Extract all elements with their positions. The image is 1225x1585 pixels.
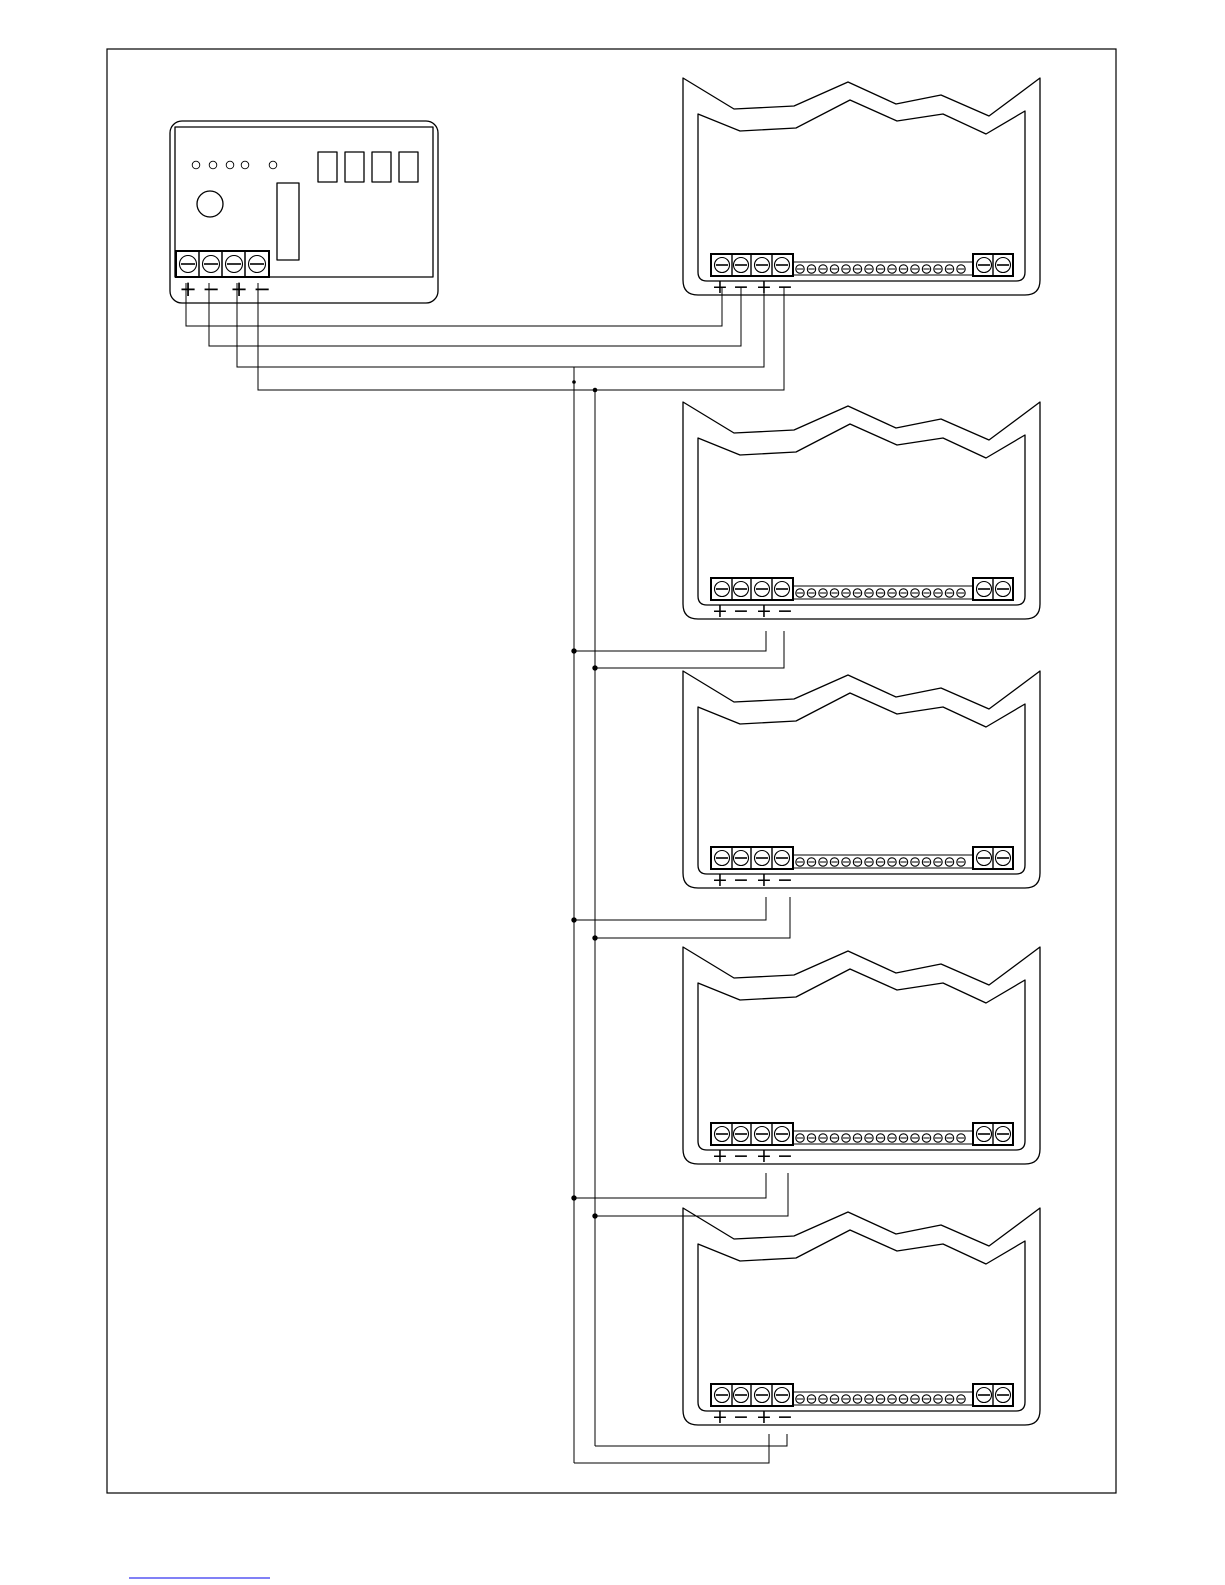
terminal-screw (977, 851, 992, 866)
small-terminal-screw (922, 589, 930, 597)
terminal-screw (996, 1388, 1011, 1403)
small-terminal-screw (853, 858, 861, 866)
small-terminal-screw (807, 589, 815, 597)
wire-unit5-plus (574, 1434, 769, 1463)
device-unit-5 (683, 1208, 1040, 1428)
wire-unit5-minus (595, 1434, 787, 1446)
terminal-screw (180, 256, 197, 273)
small-terminal-screw (842, 1134, 850, 1142)
small-terminal-screw (819, 589, 827, 597)
display-digit-1 (318, 152, 337, 182)
terminal-screw (977, 1388, 992, 1403)
controller-knob (197, 191, 223, 217)
small-terminal-screw (842, 589, 850, 597)
unit-terminal-label-3: + (756, 276, 772, 298)
small-terminal-screw (796, 858, 804, 866)
small-terminal-screw (888, 1134, 896, 1142)
terminal-screw (715, 1127, 730, 1142)
small-terminal-screw (934, 1134, 942, 1142)
controller-leds (192, 161, 277, 169)
small-terminal-screw (899, 1134, 907, 1142)
unit-terminal-block (711, 578, 793, 600)
terminal-screw (775, 851, 790, 866)
small-terminal-screw (796, 1134, 804, 1142)
small-terminal-screw (796, 589, 804, 597)
unit-terminal-label-3: + (756, 869, 772, 891)
unit-small-terminal-strip (793, 1131, 973, 1144)
controller-unit (170, 121, 438, 303)
junction-unit2-minus (592, 665, 597, 670)
small-terminal-screw (911, 1134, 919, 1142)
unit-terminal-block (711, 847, 793, 869)
small-terminal-screw (819, 858, 827, 866)
unit-terminal-label-1: + (712, 1406, 728, 1428)
junction-unit4-minus (592, 1213, 597, 1218)
small-terminal-screw (830, 1134, 838, 1142)
controller-terminal-label-4: − (253, 277, 271, 301)
small-terminal-screw (899, 858, 907, 866)
unit-small-terminal-strip (793, 1392, 973, 1405)
small-terminal-screw (807, 1134, 815, 1142)
small-terminal-screw (876, 589, 884, 597)
unit-terminal-label-4: − (777, 600, 793, 622)
terminal-screw (715, 258, 730, 273)
small-terminal-screw (922, 1134, 930, 1142)
terminal-screw (715, 1388, 730, 1403)
small-terminal-screw (807, 858, 815, 866)
small-terminal-screw (945, 858, 953, 866)
small-terminal-screw (911, 265, 919, 273)
small-terminal-screw (819, 265, 827, 273)
terminal-screw (734, 1127, 749, 1142)
wiring (186, 283, 790, 1463)
display-digit-4 (399, 152, 418, 182)
led-indicator-3 (226, 161, 234, 169)
small-terminal-screw (899, 265, 907, 273)
small-terminal-screw (957, 1134, 965, 1142)
terminal-screw (715, 582, 730, 597)
small-terminal-screw (899, 589, 907, 597)
unit-right-terminal-block (973, 578, 1013, 600)
unit-terminal-label-4: − (777, 276, 793, 298)
terminal-screw (755, 582, 770, 597)
unit-terminal-label-4: − (777, 1406, 793, 1428)
unit-right-terminal-block (973, 1384, 1013, 1406)
unit-right-terminal-block (973, 254, 1013, 276)
small-terminal-screw (865, 265, 873, 273)
small-terminal-screw (876, 1134, 884, 1142)
controller-terminal-label-2: − (202, 277, 220, 301)
small-terminal-screw (842, 858, 850, 866)
unit-right-terminal-block (973, 1123, 1013, 1145)
terminal-screw (996, 851, 1011, 866)
small-terminal-screw (796, 265, 804, 273)
wire-unit2-plus (574, 631, 766, 651)
small-terminal-screw (830, 1395, 838, 1403)
small-terminal-screw (888, 858, 896, 866)
unit-terminal-label-3: + (756, 600, 772, 622)
small-terminal-screw (934, 589, 942, 597)
terminal-screw (734, 258, 749, 273)
small-terminal-screw (888, 589, 896, 597)
unit-terminal-label-2: − (733, 276, 749, 298)
controller-terminal-label-1: + (179, 277, 197, 301)
terminal-screw (226, 256, 243, 273)
terminal-screw (977, 582, 992, 597)
controller-housing (170, 121, 438, 303)
terminal-screw (755, 258, 770, 273)
small-terminal-screw (876, 265, 884, 273)
small-terminal-screw (796, 1395, 804, 1403)
terminal-screw (734, 1388, 749, 1403)
led-indicator-4 (241, 161, 249, 169)
small-terminal-screw (945, 589, 953, 597)
small-terminal-screw (819, 1134, 827, 1142)
unit-terminal-label-3: + (756, 1145, 772, 1167)
junction-unit3-minus (592, 935, 597, 940)
small-terminal-screw (899, 1395, 907, 1403)
led-indicator-2 (209, 161, 217, 169)
small-terminal-screw (911, 858, 919, 866)
terminal-screw (249, 256, 266, 273)
small-terminal-screw (934, 265, 942, 273)
small-terminal-screw (922, 265, 930, 273)
small-terminal-screw (957, 265, 965, 273)
terminal-screw (755, 1127, 770, 1142)
unit-terminal-label-1: + (712, 869, 728, 891)
unit-terminal-label-3: + (756, 1406, 772, 1428)
small-terminal-screw (819, 1395, 827, 1403)
junction-unit3-plus (571, 917, 576, 922)
terminal-screw (996, 258, 1011, 273)
small-terminal-screw (945, 265, 953, 273)
wire-unit4-minus (595, 1173, 788, 1216)
unit-right-terminal-block (973, 847, 1013, 869)
unit-terminal-label-2: − (733, 1145, 749, 1167)
wire-controller-plus-2 (237, 283, 764, 367)
unit-terminal-label-2: − (733, 1406, 749, 1428)
wire-unit3-minus (595, 897, 790, 938)
display-digit-3 (372, 152, 391, 182)
small-terminal-screw (876, 858, 884, 866)
wire-unit3-plus (574, 897, 766, 920)
device-unit-2 (683, 402, 1040, 622)
small-terminal-screw (957, 858, 965, 866)
small-terminal-screw (934, 1395, 942, 1403)
small-terminal-screw (911, 589, 919, 597)
unit-terminal-label-4: − (777, 869, 793, 891)
small-terminal-screw (807, 1395, 815, 1403)
terminal-screw (775, 258, 790, 273)
small-terminal-screw (945, 1134, 953, 1142)
small-terminal-screw (865, 1395, 873, 1403)
device-unit-1 (683, 78, 1040, 298)
terminal-screw (755, 1388, 770, 1403)
terminal-screw (734, 851, 749, 866)
small-terminal-screw (876, 1395, 884, 1403)
small-terminal-screw (830, 858, 838, 866)
small-terminal-screw (842, 1395, 850, 1403)
terminal-screw (996, 1127, 1011, 1142)
device-unit-4 (683, 947, 1040, 1167)
small-terminal-screw (922, 858, 930, 866)
display-digit-2 (345, 152, 364, 182)
terminal-screw (775, 1127, 790, 1142)
wire-unit2-minus (595, 631, 784, 668)
small-terminal-screw (842, 265, 850, 273)
small-terminal-screw (853, 589, 861, 597)
controller-terminal-label-3: + (230, 277, 248, 301)
junction-unit2-plus (571, 648, 576, 653)
wire-controller-minus-2 (258, 283, 784, 390)
unit-small-terminal-strip (793, 262, 973, 275)
unit-terminal-label-2: − (733, 600, 749, 622)
terminal-screw (734, 582, 749, 597)
controller-displays (318, 152, 418, 182)
device-unit-3 (683, 671, 1040, 891)
terminal-screw (996, 582, 1011, 597)
small-terminal-screw (911, 1395, 919, 1403)
small-terminal-screw (934, 858, 942, 866)
bus-junction-minus-top (593, 388, 598, 393)
terminal-screw (755, 851, 770, 866)
junction-unit4-plus (571, 1195, 576, 1200)
bus-junction-plus-top (572, 380, 576, 384)
unit-terminal-label-1: + (712, 600, 728, 622)
wire-controller-minus-1 (209, 283, 741, 346)
terminal-screw (977, 258, 992, 273)
small-terminal-screw (807, 265, 815, 273)
terminal-screw (775, 1388, 790, 1403)
small-terminal-screw (888, 1395, 896, 1403)
small-terminal-screw (853, 1395, 861, 1403)
terminal-screw (715, 851, 730, 866)
unit-small-terminal-strip (793, 855, 973, 868)
terminal-screw (203, 256, 220, 273)
units-layer (683, 78, 1040, 1428)
wire-unit4-plus (574, 1173, 766, 1198)
unit-terminal-label-4: − (777, 1145, 793, 1167)
small-terminal-screw (865, 858, 873, 866)
small-terminal-screw (922, 1395, 930, 1403)
controller-slot (277, 183, 299, 260)
small-terminal-screw (865, 1134, 873, 1142)
small-terminal-screw (957, 1395, 965, 1403)
unit-terminal-label-1: + (712, 1145, 728, 1167)
small-terminal-screw (853, 265, 861, 273)
controller-terminal-block (176, 251, 269, 277)
small-terminal-screw (853, 1134, 861, 1142)
small-terminal-screw (830, 265, 838, 273)
unit-terminal-block (711, 1123, 793, 1145)
small-terminal-screw (945, 1395, 953, 1403)
led-indicator-1 (192, 161, 200, 169)
unit-small-terminal-strip (793, 586, 973, 599)
unit-terminal-label-2: − (733, 869, 749, 891)
small-terminal-screw (957, 589, 965, 597)
small-terminal-screw (865, 589, 873, 597)
terminal-screw (775, 582, 790, 597)
controller-panel (175, 127, 433, 277)
small-terminal-screw (830, 589, 838, 597)
unit-terminal-block (711, 254, 793, 276)
unit-terminal-block (711, 1384, 793, 1406)
unit-terminal-label-1: + (712, 276, 728, 298)
small-terminal-screw (888, 265, 896, 273)
led-indicator-5 (269, 161, 277, 169)
terminal-screw (977, 1127, 992, 1142)
